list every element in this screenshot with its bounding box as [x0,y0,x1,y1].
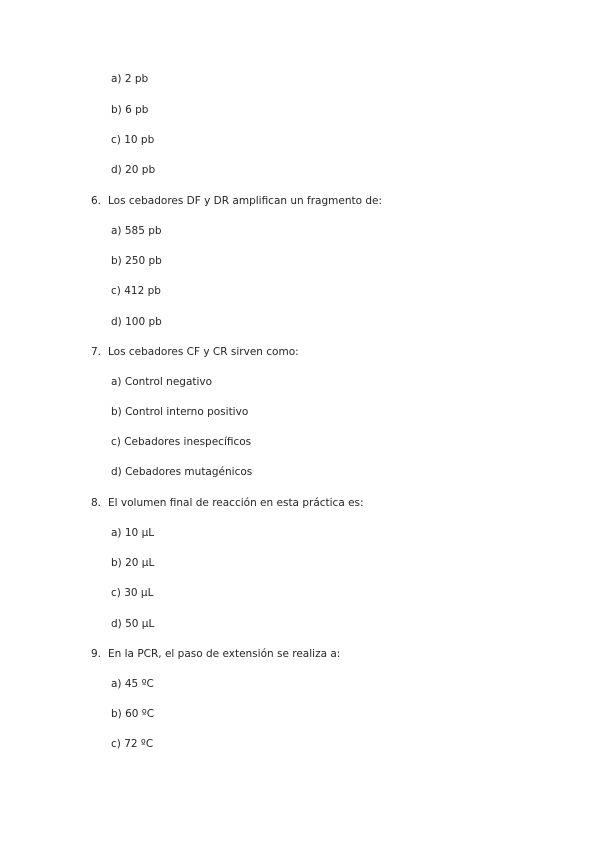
answer-option: a) Control negativo [111,376,213,388]
answer-option: b) 20 μL [111,557,155,569]
question-number: 9. [91,648,102,660]
answer-option: d) 100 pb [111,316,162,328]
question-text: Los cebadores DF y DR amplifican un fragmento de: [108,195,383,207]
question-number: 8. [91,497,102,509]
answer-option: b) 6 pb [111,104,149,116]
answer-option: d) 50 μL [111,618,155,630]
answer-option: a) 585 pb [111,225,162,237]
answer-option: c) Cebadores inespecíficos [111,436,252,448]
question-text: El volumen final de reacción en esta práctica es: [108,497,364,509]
question-text: En la PCR, el paso de extensión se realiza a: [108,648,341,660]
question-number: 7. [91,346,102,358]
question-text: Los cebadores CF y CR sirven como: [108,346,299,358]
answer-option: a) 45 ºC [111,678,154,690]
answer-option: c) 10 pb [111,134,155,146]
answer-option: d) 20 pb [111,164,156,176]
answer-option: c) 72 ºC [111,738,154,750]
answer-option: a) 10 μL [111,527,155,539]
answer-option: c) 30 μL [111,587,154,599]
answer-option: d) Cebadores mutagénicos [111,466,253,478]
answer-option: c) 412 pb [111,285,161,297]
answer-option: a) 2 pb [111,73,149,85]
answer-option: b) 250 pb [111,255,162,267]
answer-option: b) Control interno positivo [111,406,249,418]
question-number: 6. [91,195,102,207]
answer-option: b) 60 ºC [111,708,155,720]
